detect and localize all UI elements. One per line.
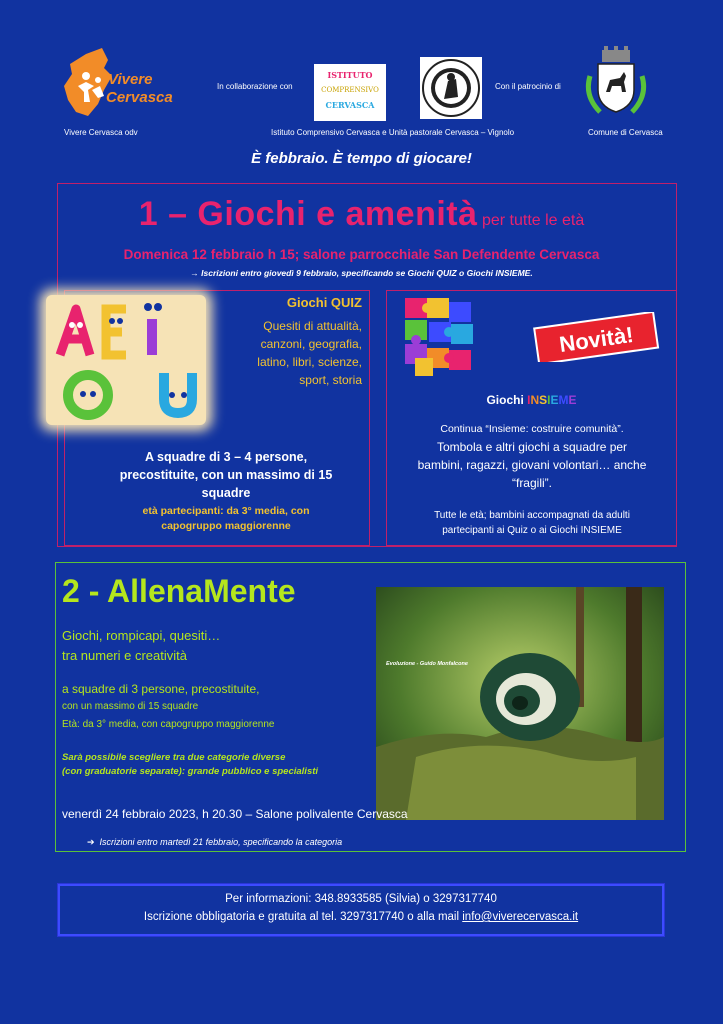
section1-title xyxy=(0,195,723,234)
section2-subtitle-line: Giochi, rompicapi, quesiti… xyxy=(62,628,221,643)
aeiou-letters-image xyxy=(46,295,206,425)
insieme-note-line: partecipanti ai Quiz o ai Giochi INSIEME xyxy=(442,525,622,536)
istituto-logo-line: ISTITUTO xyxy=(327,70,373,80)
istituto-logo-line: COMPRENSIVO xyxy=(321,86,379,94)
quiz-teams-line: squadre xyxy=(201,486,251,500)
insieme-title-prefix: Giochi xyxy=(486,393,528,407)
novita-badge xyxy=(530,312,662,362)
section2-teams-line: con un massimo di 15 squadre xyxy=(62,701,199,712)
arrow-right-icon: ➔ xyxy=(87,837,100,847)
insieme-letter: E xyxy=(568,393,577,407)
patronage-label: Con il patrocinio di xyxy=(495,82,561,91)
section1-title-main: 1 – Giochi e amenità xyxy=(138,195,478,233)
quiz-teams-line: precostituite, con un massimo di 15 xyxy=(119,468,333,482)
section1-date-line: Domenica 12 febbraio h 15; salone parrocchiale San Defendente Cervasca xyxy=(123,247,600,262)
section2-subtitle-line: tra numeri e creatività xyxy=(62,648,187,663)
section2-teams-line: a squadre di 3 persone, precostituite, xyxy=(62,682,260,696)
insieme-description xyxy=(395,420,669,492)
section2-categories xyxy=(62,751,318,779)
sculpture-photo xyxy=(376,587,664,820)
puzzle-pieces-image xyxy=(403,296,475,380)
footer-text xyxy=(58,890,664,926)
section1-title-suffix: per tutte le età xyxy=(481,212,585,229)
quiz-age-line: capogruppo maggiorenne xyxy=(161,520,291,532)
insieme-desc-line: Tombola e altri giochi a squadre per xyxy=(436,440,628,454)
insieme-letter: S xyxy=(539,393,548,407)
section2-registration xyxy=(87,837,342,848)
insieme-desc-quote: Continua “Insieme: costruire comunità”. xyxy=(440,423,624,435)
novita-badge-text: Novità! xyxy=(557,321,636,358)
email-link[interactable]: info@viverecervasca.it xyxy=(462,911,579,923)
section2-teams xyxy=(62,680,274,734)
footer-line-registration xyxy=(58,908,664,926)
org-label: Vivere Cervasca odv xyxy=(64,128,138,137)
insieme-desc-line: bambini, ragazzi, giovani volontari… anche xyxy=(417,458,647,472)
insieme-letter: E xyxy=(550,393,559,407)
section2-teams-line: Età: da 3° media, con capogruppo maggiorenne xyxy=(62,719,275,730)
logo-text-cervasca: Cervasca xyxy=(106,89,173,106)
section2-categories-line: Sarà possibile scegliere tra due categorie diverse xyxy=(62,752,286,763)
logo-text-vivere: Vivere xyxy=(108,71,153,88)
istituto-logo-line: CERVASCA xyxy=(325,100,375,110)
collab-names: Istituto Comprensivo Cervasca e Unità pastorale Cervasca – Vignolo xyxy=(271,128,515,137)
section2-title: 2 - AllenaMente xyxy=(62,573,296,609)
insieme-letter: M xyxy=(558,393,569,407)
collab-label: In collaborazione con xyxy=(217,82,293,91)
insieme-letter: I xyxy=(527,393,531,407)
quiz-teams-line: A squadre di 3 – 4 persone, xyxy=(144,450,308,464)
quiz-topic-line: canzoni, geografia, xyxy=(260,337,362,351)
insieme-letter: I xyxy=(547,393,551,407)
istituto-logo xyxy=(314,64,386,121)
vivere-cervasca-logo xyxy=(58,46,178,126)
quiz-topic-line: sport, storia xyxy=(299,373,362,387)
section1-registration: → Iscrizioni entro giovedì 9 febbraio, specificando se Giochi QUIZ o Giochi INSIEME. xyxy=(190,268,533,278)
insieme-note xyxy=(395,508,669,538)
quiz-topics xyxy=(222,317,362,389)
insieme-note-line: Tutte le età; bambini accompagnati da adulti xyxy=(434,510,630,521)
comune-coat-of-arms xyxy=(580,46,652,118)
insieme-letter: N xyxy=(530,393,540,407)
quiz-topic-line: latino, libri, scienze, xyxy=(257,355,362,369)
section2-registration-text: Iscrizioni entro martedì 21 febbraio, specificando la categoria xyxy=(99,837,343,847)
quiz-teams xyxy=(96,448,356,502)
quiz-age-line: età partecipanti: da 3° media, con xyxy=(142,505,310,517)
quiz-topic-line: Quesiti di attualità, xyxy=(263,319,362,333)
photo-caption: Evoluzione - Guido Monfalcone xyxy=(386,661,468,667)
tagline: È febbraio. È tempo di giocare! xyxy=(251,150,472,167)
footer-registration-text: Iscrizione obbligatoria e gratuita al tel. 3297317740 o alla mail xyxy=(143,911,463,923)
section2-when: venerdì 24 febbraio 2023, h 20.30 – Salone polivalente Cervasca xyxy=(62,807,408,821)
insieme-title xyxy=(386,393,677,407)
parish-seal-logo xyxy=(420,57,482,119)
insieme-desc-line: “fragili”. xyxy=(511,476,552,490)
section2-subtitle xyxy=(62,626,220,666)
section2-categories-line: (con graduatorie separate): grande pubblico e specialisti xyxy=(62,766,319,777)
quiz-title: Giochi QUIZ xyxy=(286,295,362,310)
quiz-age xyxy=(96,504,356,534)
footer-line-info: Per informazioni: 348.8933585 (Silvia) o 3297317740 xyxy=(225,893,497,905)
comune-label: Comune di Cervasca xyxy=(588,128,663,137)
